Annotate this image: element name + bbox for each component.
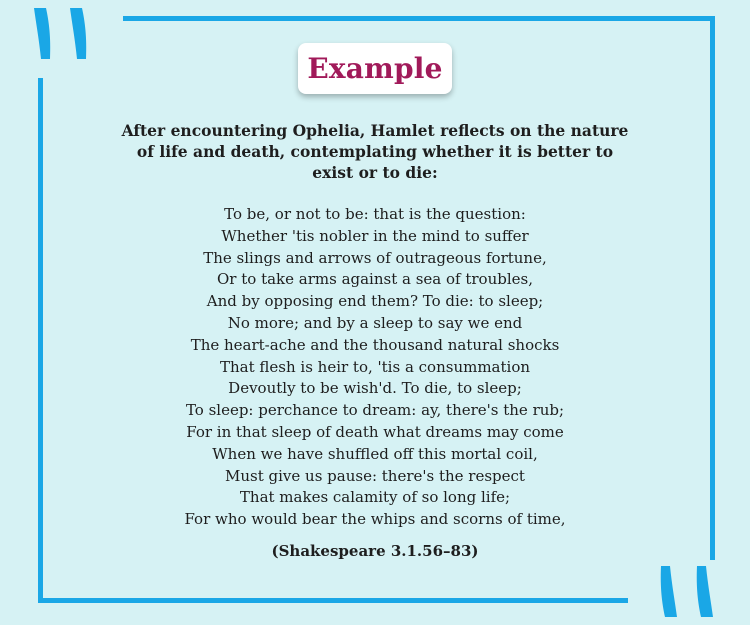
poem-line: When we have shuffled off this mortal coil,: [212, 444, 538, 463]
poem-line: The slings and arrows of outrageous fortune,: [203, 248, 547, 267]
frame-right-border: [710, 16, 715, 560]
title-heading: Example: [307, 51, 443, 85]
frame-left-border: [38, 78, 43, 603]
poem-line: The heart-ache and the thousand natural shocks: [190, 335, 560, 354]
poem-line: Or to take arms against a sea of troubles,: [217, 270, 533, 289]
poem-line: To sleep: perchance to dream: ay, there's the rub;: [185, 401, 565, 420]
intro-paragraph: After encountering Ophelia, Hamlet reflects on the nature of life and death, contemplating whether it is better to exist or to die:: [121, 121, 629, 182]
poem-line: And by opposing end them? To die: to sleep;: [206, 292, 544, 311]
closing-quote-mark-icon: [647, 563, 717, 623]
opening-quote-mark-icon: [30, 6, 100, 66]
citation: (Shakespeare 3.1.56–83): [271, 542, 479, 560]
poem-line: Devoutly to be wish'd. To die, to sleep;: [228, 379, 522, 398]
poem-block: [118, 204, 632, 531]
title-card: [298, 43, 452, 94]
poem-line: To be, or not to be: that is the question:: [224, 205, 526, 223]
poem-line: That flesh is heir to, 'tis a consummation: [219, 357, 531, 376]
frame-top-border: [123, 16, 715, 21]
poem-line: Must give us pause: there's the respect: [225, 466, 525, 485]
frame-bottom-border: [38, 598, 628, 603]
poem-line: For in that sleep of death what dreams may come: [186, 422, 564, 441]
poem-line: For who would bear the whips and scorns of time,: [184, 510, 566, 529]
poem-line: No more; and by a sleep to say we end: [227, 313, 523, 332]
poem-line: That makes calamity of so long life;: [239, 488, 511, 507]
poem-line: Whether 'tis nobler in the mind to suffer: [221, 226, 529, 245]
